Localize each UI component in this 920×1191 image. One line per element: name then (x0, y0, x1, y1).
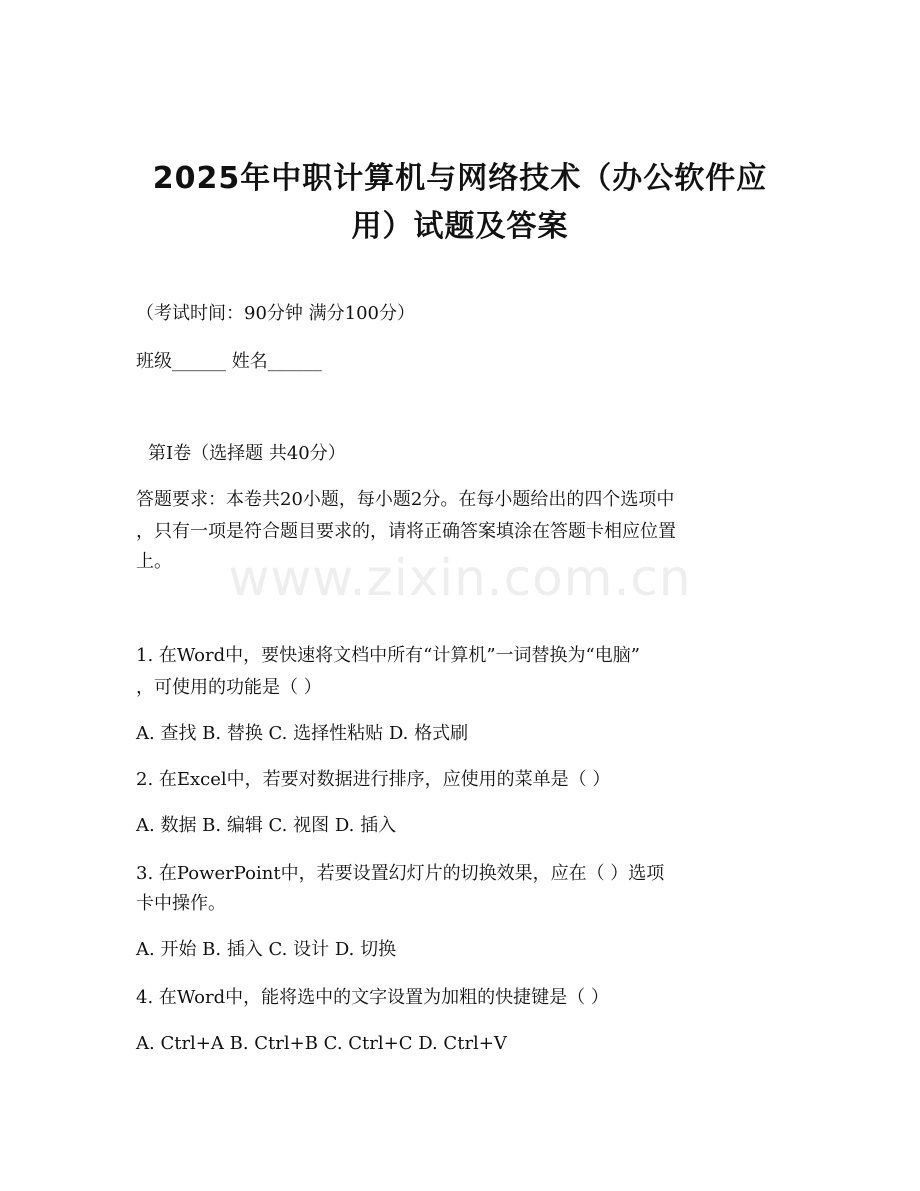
question-stem: 2. 在Excel中，若要对数据进行排序，应使用的菜单是（ ） (136, 769, 611, 790)
question-stem: 4. 在Word中，能将选中的文字设置为加粗的快捷键是（ ） (136, 987, 609, 1008)
instructions-line-3: 上。 (136, 551, 172, 572)
exam-info: （考试时间：90分钟 满分100分） (136, 303, 415, 324)
document-title-line-2: 用）试题及答案 (351, 209, 569, 244)
question-stem: ，可使用的功能是（ ） (136, 677, 322, 698)
question-options: A. 查找 B. 替换 C. 选择性粘贴 D. 格式刷 (136, 723, 469, 744)
question-stem: 卡中操作。 (136, 893, 226, 914)
watermark: www.zixin.com.cn (228, 549, 692, 607)
section-header: 第Ⅰ卷（选择题 共40分） (148, 443, 346, 464)
question-options: A. 数据 B. 编辑 C. 视图 D. 插入 (136, 815, 397, 836)
question-options: A. Ctrl+A B. Ctrl+B C. Ctrl+C D. Ctrl+V (136, 1033, 507, 1054)
instructions-line-1: 答题要求：本卷共20小题，每小题2分。在每小题给出的四个选项中 (136, 489, 675, 510)
class-name-fields: 班级______ 姓名______ (136, 351, 322, 372)
instructions-line-2: ，只有一项是符合题目要求的，请将正确答案填涂在答题卡相应位置 (136, 521, 676, 542)
document-title-line-1: 2025年中职计算机与网络技术（办公软件应 (152, 161, 768, 196)
question-stem: 3. 在PowerPoint中，若要设置幻灯片的切换效果，应在（ ）选项 (136, 863, 665, 884)
question-options: A. 开始 B. 插入 C. 设计 D. 切换 (136, 939, 397, 960)
question-stem: 1. 在Word中，要快速将文档中所有“计算机”一词替换为“电脑” (136, 645, 640, 666)
